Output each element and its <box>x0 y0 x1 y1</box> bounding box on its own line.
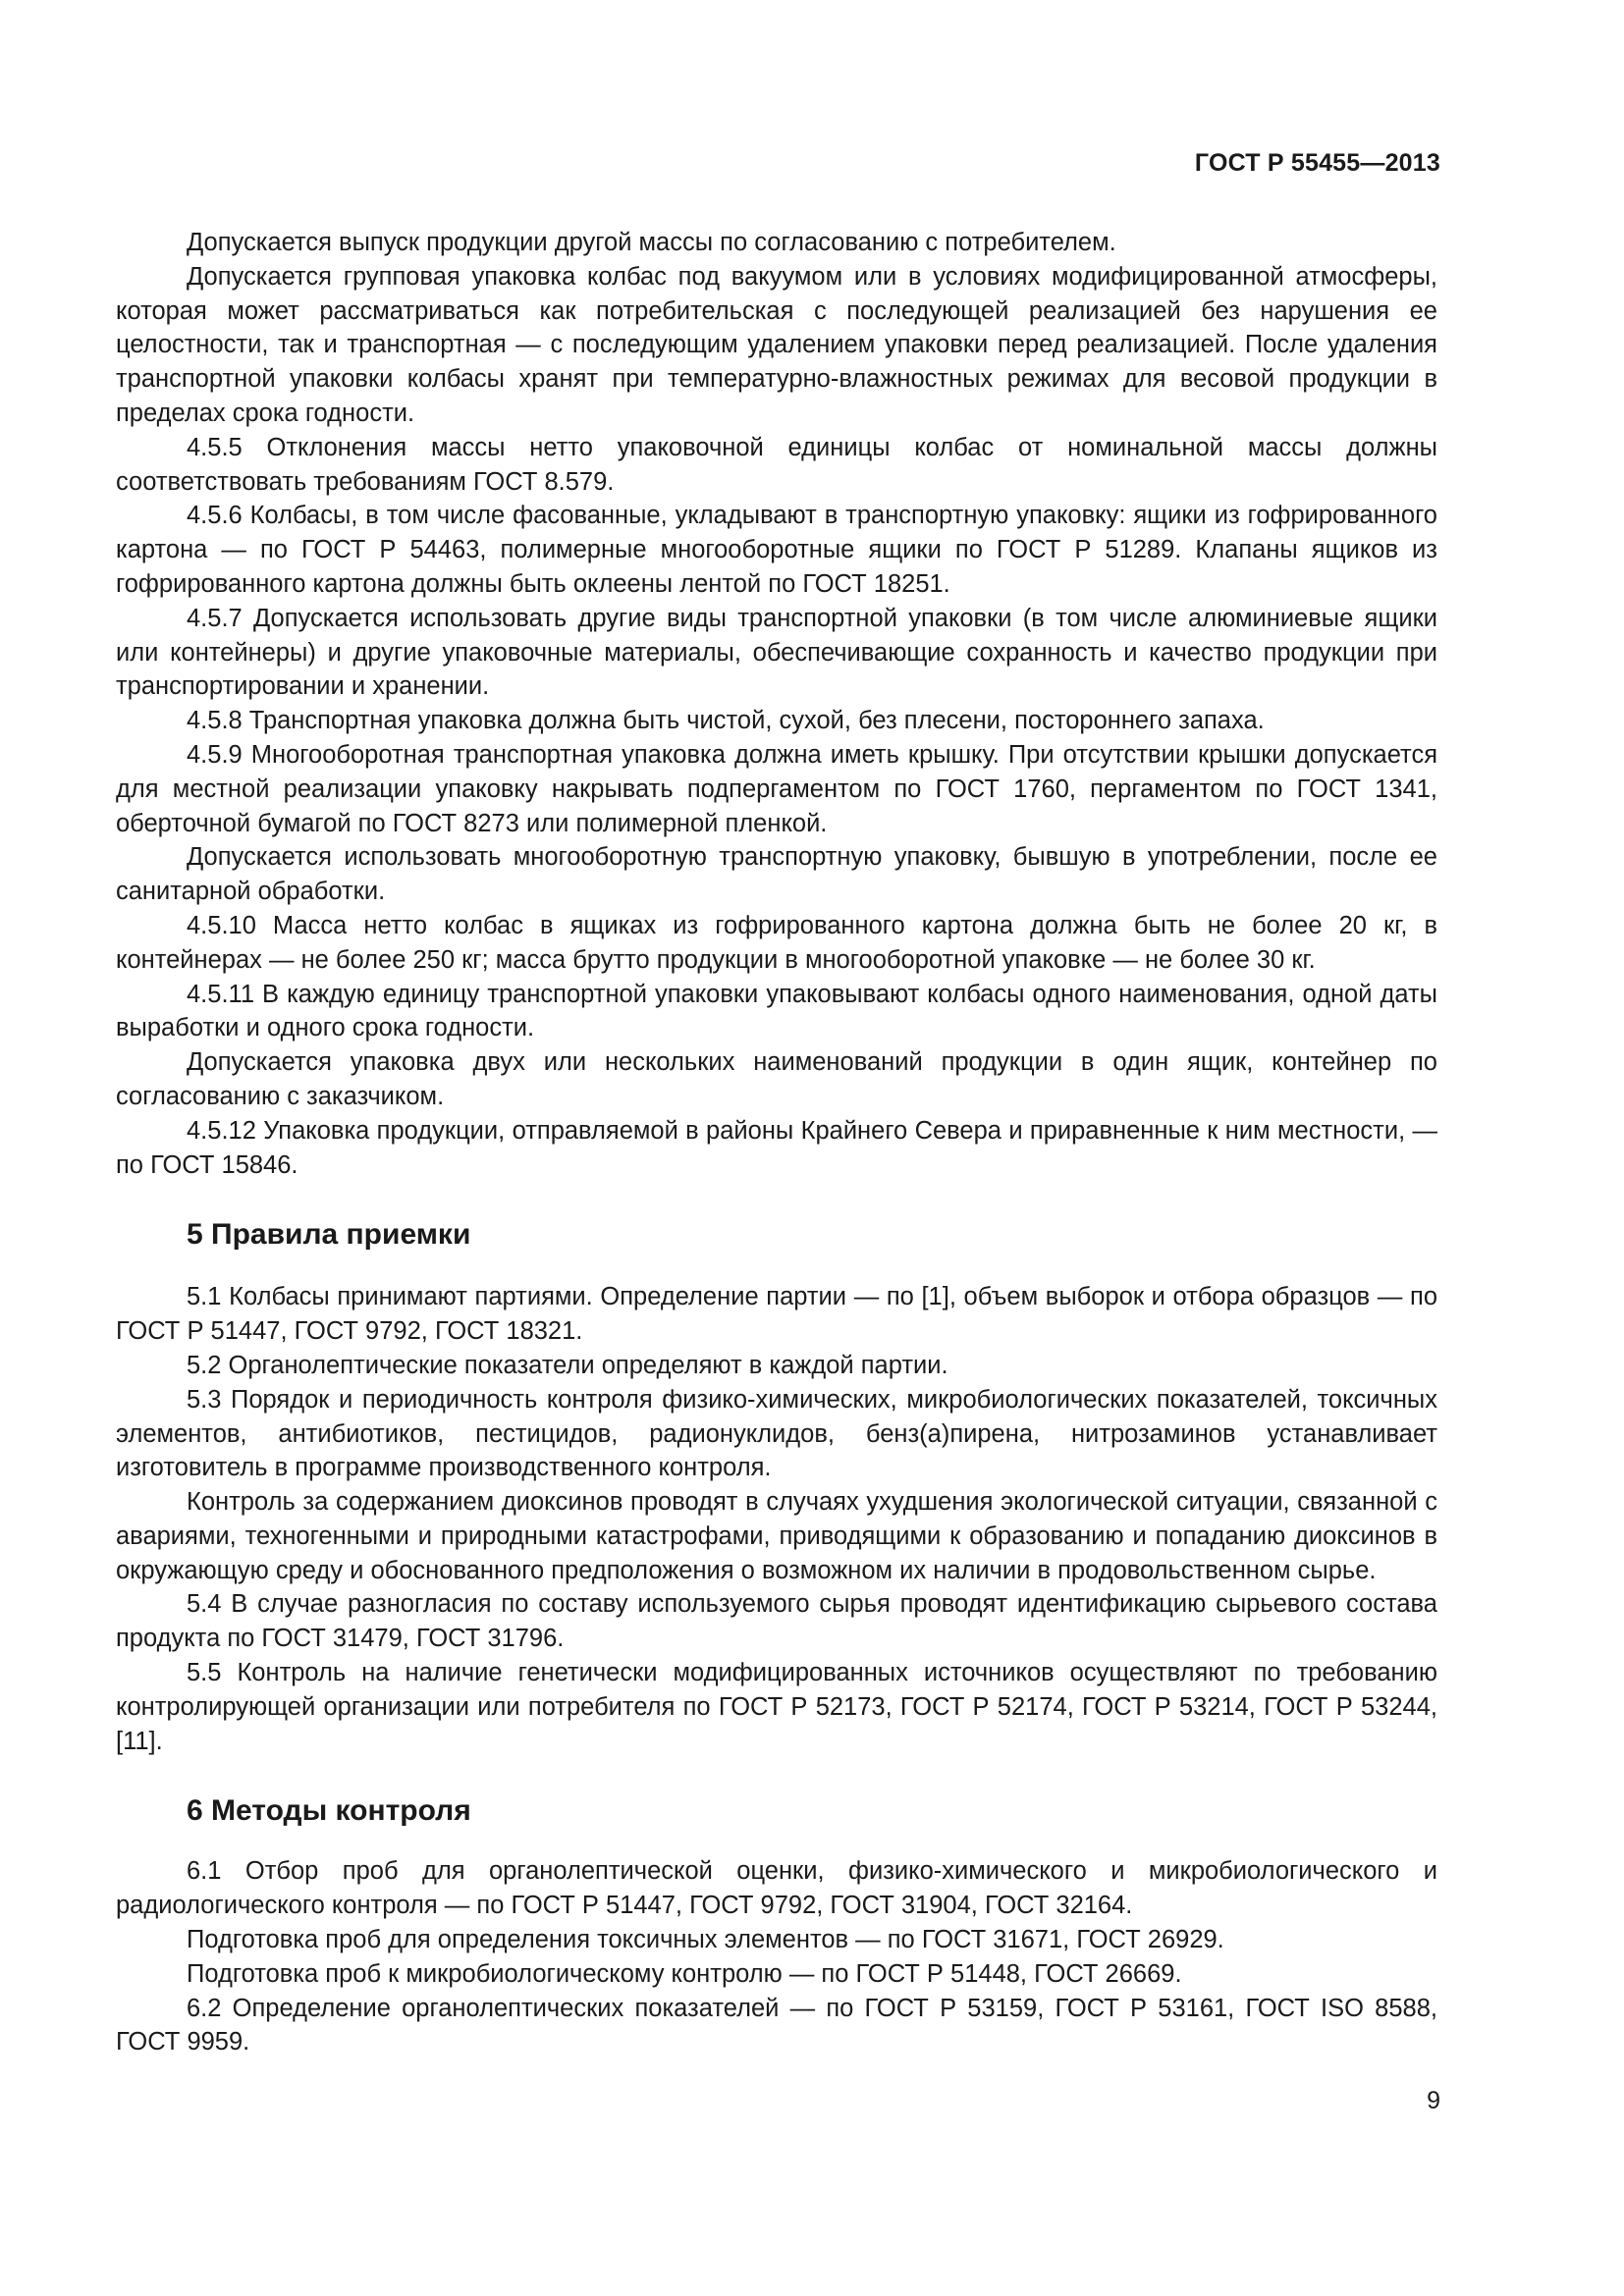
document-header-id: ГОСТ Р 55455—2013 <box>1194 149 1440 177</box>
paragraph: Подготовка проб к микробиологическому контролю — по ГОСТ Р 51448, ГОСТ 26669. <box>187 1959 1182 1988</box>
paragraph: Контроль за содержанием диоксинов проводят в случаях ухудшения экологической ситуации, связанной с авариями, техногенными и природными катастрофами, приводящими к образованию и попаданию диоксинов в окружающую среду и обоснованного предположения о возможном их наличии в продовольственном сырье. <box>116 1488 1437 1584</box>
page-number: 9 <box>1427 2087 1440 2114</box>
clause-4-5-5: 4.5.5 Отклонения массы нетто упаковочной единицы колбас от номинальной массы должны соответствовать требованиям ГОСТ 8.579. <box>116 433 1437 496</box>
clause-6-1: 6.1 Отбор проб для органолептической оценки, физико-химического и микробиологического и радиологического контроля — по ГОСТ Р 51447, ГОСТ 9792, ГОСТ 31904, ГОСТ 32164. <box>116 1857 1437 1920</box>
document-body <box>116 226 1437 2059</box>
clause-5-1: 5.1 Колбасы принимают партиями. Определение партии — по [1], объем выборок и отбора образцов — по ГОСТ Р 51447, ГОСТ 9792, ГОСТ 18321. <box>116 1283 1437 1346</box>
paragraph: Допускается групповая упаковка колбас под вакуумом или в условиях модифицированной атмосферы, которая может рассматриваться как потребительская с последующей реализацией без нарушения ее целостности, так и транспортная — с последующим удалением упаковки перед реализацией. После удаления транспортной упаковки колбасы хранят при температурно-влажностных режимах для весовой продукции в пределах срока годности. <box>116 262 1437 427</box>
clause-4-5-6: 4.5.6 Колбасы, в том числе фасованные, укладывают в транспортную упаковку: ящики из гофрированного картона — по ГОСТ Р 54463, полимерные многооборотные ящики по ГОСТ Р 51289. Клапаны ящиков из гофрированного картона должны быть оклеены лентой по ГОСТ 18251. <box>116 502 1437 598</box>
paragraph: Подготовка проб для определения токсичных элементов — по ГОСТ 31671, ГОСТ 26929. <box>187 1926 1224 1954</box>
clause-6-2: 6.2 Определение органолептических показателей — по ГОСТ Р 53159, ГОСТ Р 53161, ГОСТ ISO 8588, ГОСТ 9959. <box>116 1994 1437 2056</box>
paragraph: Допускается использовать многооборотную транспортную упаковку, бывшую в употреблении, после ее санитарной обработки. <box>116 843 1437 906</box>
clause-5-3: 5.3 Порядок и периодичность контроля физико-химических, микробиологических показателей, токсичных элементов, антибиотиков, пестицидов, радионуклидов, бенз(а)пирена, нитрозаминов устанавливает изготовитель в программе производственного контроля. <box>116 1385 1437 1482</box>
paragraph: Допускается выпуск продукции другой массы по согласованию с потребителем. <box>187 229 1116 256</box>
clause-4-5-12: 4.5.12 Упаковка продукции, отправляемой в районы Крайнего Севера и приравненные к ним местности, — по ГОСТ 15846. <box>116 1116 1437 1179</box>
clause-4-5-9: 4.5.9 Многооборотная транспортная упаковка должна иметь крышку. При отсутствии крышки допускается для местной реализации упаковку накрывать подпергаментом по ГОСТ 1760, пергаментом по ГОСТ 1341, оберточной бумагой по ГОСТ 8273 или полимерной пленкой. <box>116 740 1437 837</box>
section-5-heading: 5 Правила приемки <box>187 1218 471 1252</box>
clause-4-5-8: 4.5.8 Транспортная упаковка должна быть чистой, сухой, без плесени, постороннего запаха. <box>187 707 1265 735</box>
paragraph: Допускается упаковка двух или нескольких наименований продукции в один ящик, контейнер по согласованию с заказчиком. <box>116 1048 1437 1110</box>
clause-5-4: 5.4 В случае разногласия по составу используемого сырья проводят идентификацию сырьевого состава продукта по ГОСТ 31479, ГОСТ 31796. <box>116 1590 1437 1653</box>
section-6-heading: 6 Методы контроля <box>187 1794 471 1828</box>
clause-4-5-10: 4.5.10 Масса нетто колбас в ящиках из гофрированного картона должна быть не более 20 кг, в контейнерах — не более 250 кг; масса брутто продукции в многооборотной упаковке — не более 30 кг. <box>116 911 1437 974</box>
clause-4-5-11: 4.5.11 В каждую единицу транспортной упаковки упаковывают колбасы одного наименования, одной даты выработки и одного срока годности. <box>116 980 1437 1042</box>
clause-5-5: 5.5 Контроль на наличие генетически модифицированных источников осуществляют по требованию контролирующей организации или потребителя по ГОСТ Р 52173, ГОСТ Р 52174, ГОСТ Р 53214, ГОСТ Р 53244, [11]. <box>116 1659 1437 1755</box>
clause-5-2: 5.2 Органолептические показатели определяют в каждой партии. <box>187 1351 948 1379</box>
clause-4-5-7: 4.5.7 Допускается использовать другие виды транспортной упаковки (в том числе алюминиевые ящики или контейнеры) и другие упаковочные материалы, обеспечивающие сохранность и качество продукции при транспортировании и хранении. <box>116 604 1437 701</box>
